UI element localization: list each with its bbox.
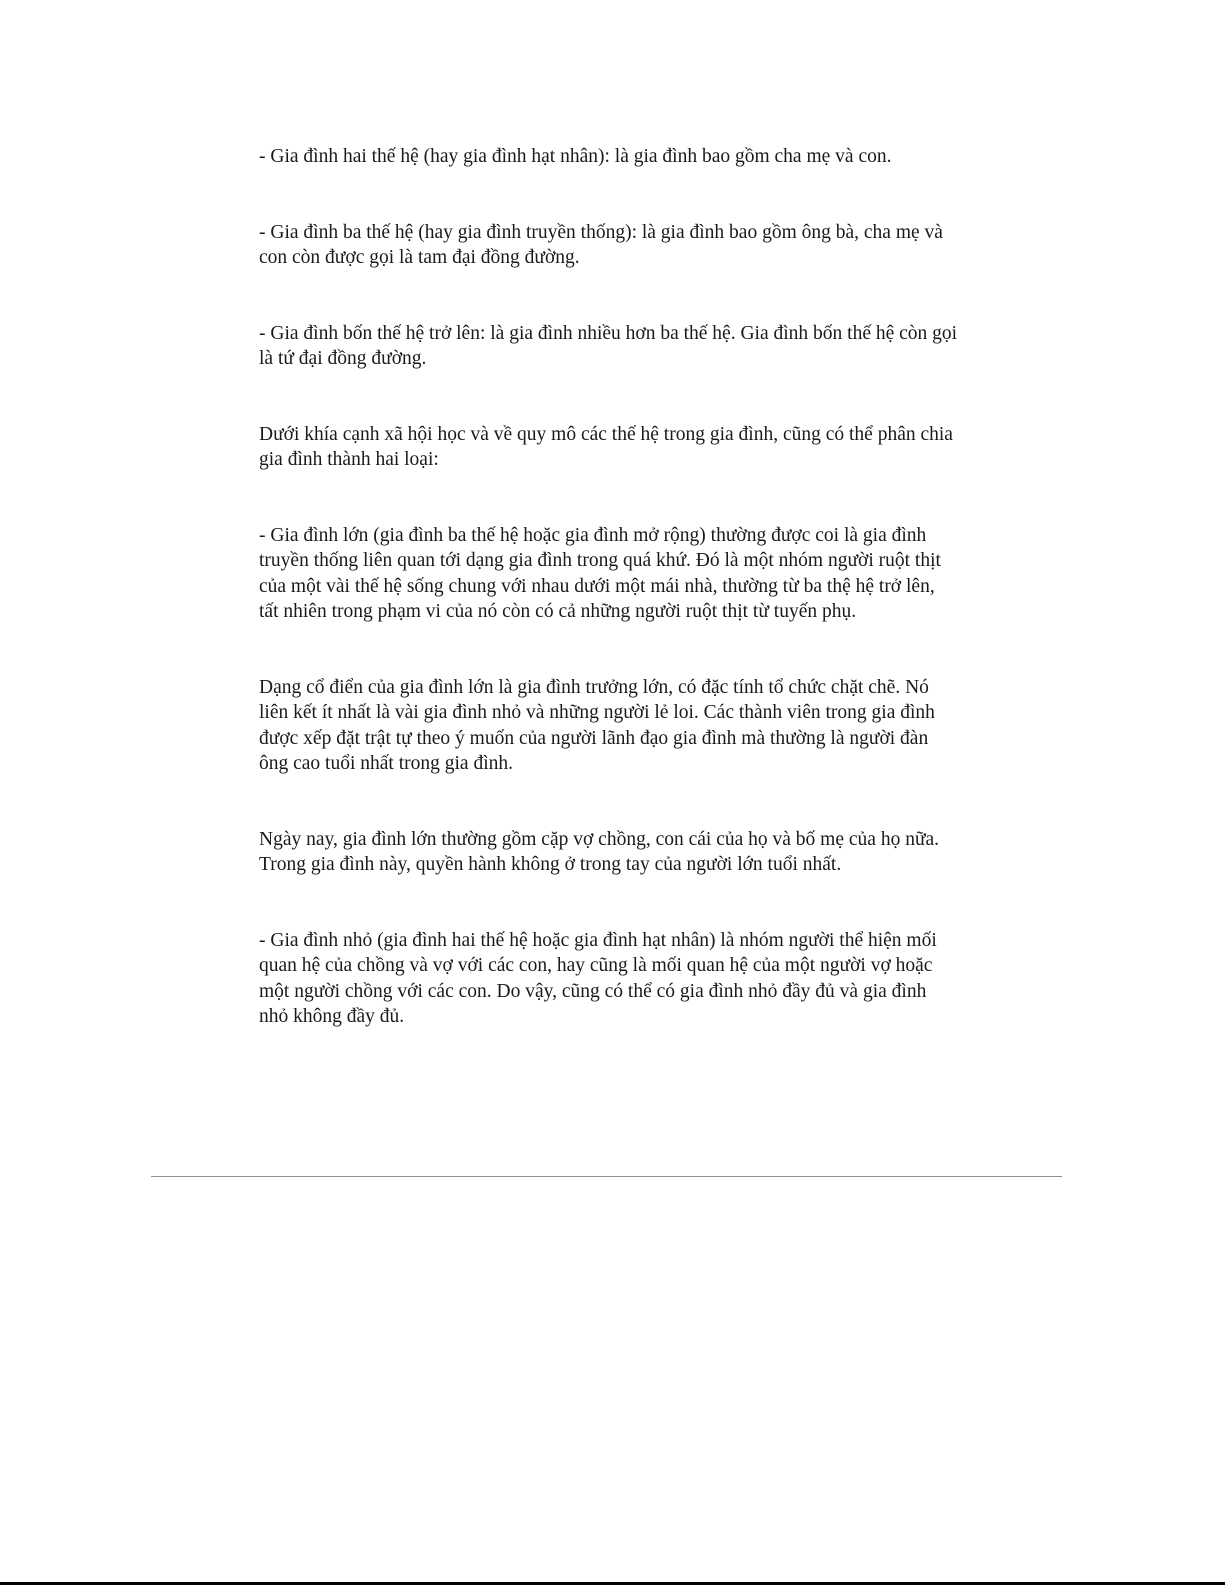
paragraph-small-family: - Gia đình nhỏ (gia đình hai thế hệ hoặc gia đình hạt nhân) là nhóm người thể hiện mối quan hệ của chồng và vợ với các con, hay cũng là mối quan hệ của một người vợ hoặc một người chồng với các con. Do vậy, cũng có thể có gia đình nhỏ đầy đủ và gia đình nhỏ không đầy đủ.	[259, 929, 937, 1027]
paragraph-sociological-classification: Dưới khía cạnh xã hội học và về quy mô các thế hệ trong gia đình, cũng có thể phân chia gia đình thành hai loại:	[259, 423, 953, 470]
paragraph-three-generation-family: - Gia đình ba thế hệ (hay gia đình truyền thống): là gia đình bao gồm ông bà, cha mẹ và con còn được gọi là tam đại đồng đường.	[259, 221, 943, 268]
paragraph-large-family: - Gia đình lớn (gia đình ba thế hệ hoặc gia đình mở rộng) thường được coi là gia đình truyền thống liên quan tới dạng gia đình trong quá khứ. Đó là một nhóm người ruột thịt của một vài thế hệ sống chung với nhau dưới một mái nhà, thường từ ba thệ hệ trở lên, tất nhiên trong phạm vi của nó còn có cả những người ruột thịt từ tuyến phụ.	[259, 524, 941, 622]
paragraph-two-generation-family: - Gia đình hai thế hệ (hay gia đình hạt nhân): là gia đình bao gồm cha mẹ và con.	[259, 146, 892, 167]
document-body	[259, 144, 959, 1080]
paragraph-four-generation-family: - Gia đình bốn thế hệ trở lên: là gia đình nhiều hơn ba thế hệ. Gia đình bốn thế hệ còn gọi là tứ đại đồng đường.	[259, 322, 958, 369]
paragraph-modern-large-family: Ngày nay, gia đình lớn thường gồm cặp vợ chồng, con cái của họ và bố mẹ của họ nữa. Trong gia đình này, quyền hành không ở trong tay của người lớn tuổi nhất.	[259, 828, 940, 875]
paragraph-classic-large-family: Dạng cổ điển của gia đình lớn là gia đình trưởng lớn, có đặc tính tổ chức chặt chẽ. Nó liên kết ít nhất là vài gia đình nhỏ và những người lẻ loi. Các thành viên trong gia đình được xếp đặt trật tự theo ý muốn của người lãnh đạo gia đình mà thường là người đàn ông cao tuổi nhất trong gia đình.	[259, 676, 935, 774]
page-divider	[151, 1176, 1062, 1177]
